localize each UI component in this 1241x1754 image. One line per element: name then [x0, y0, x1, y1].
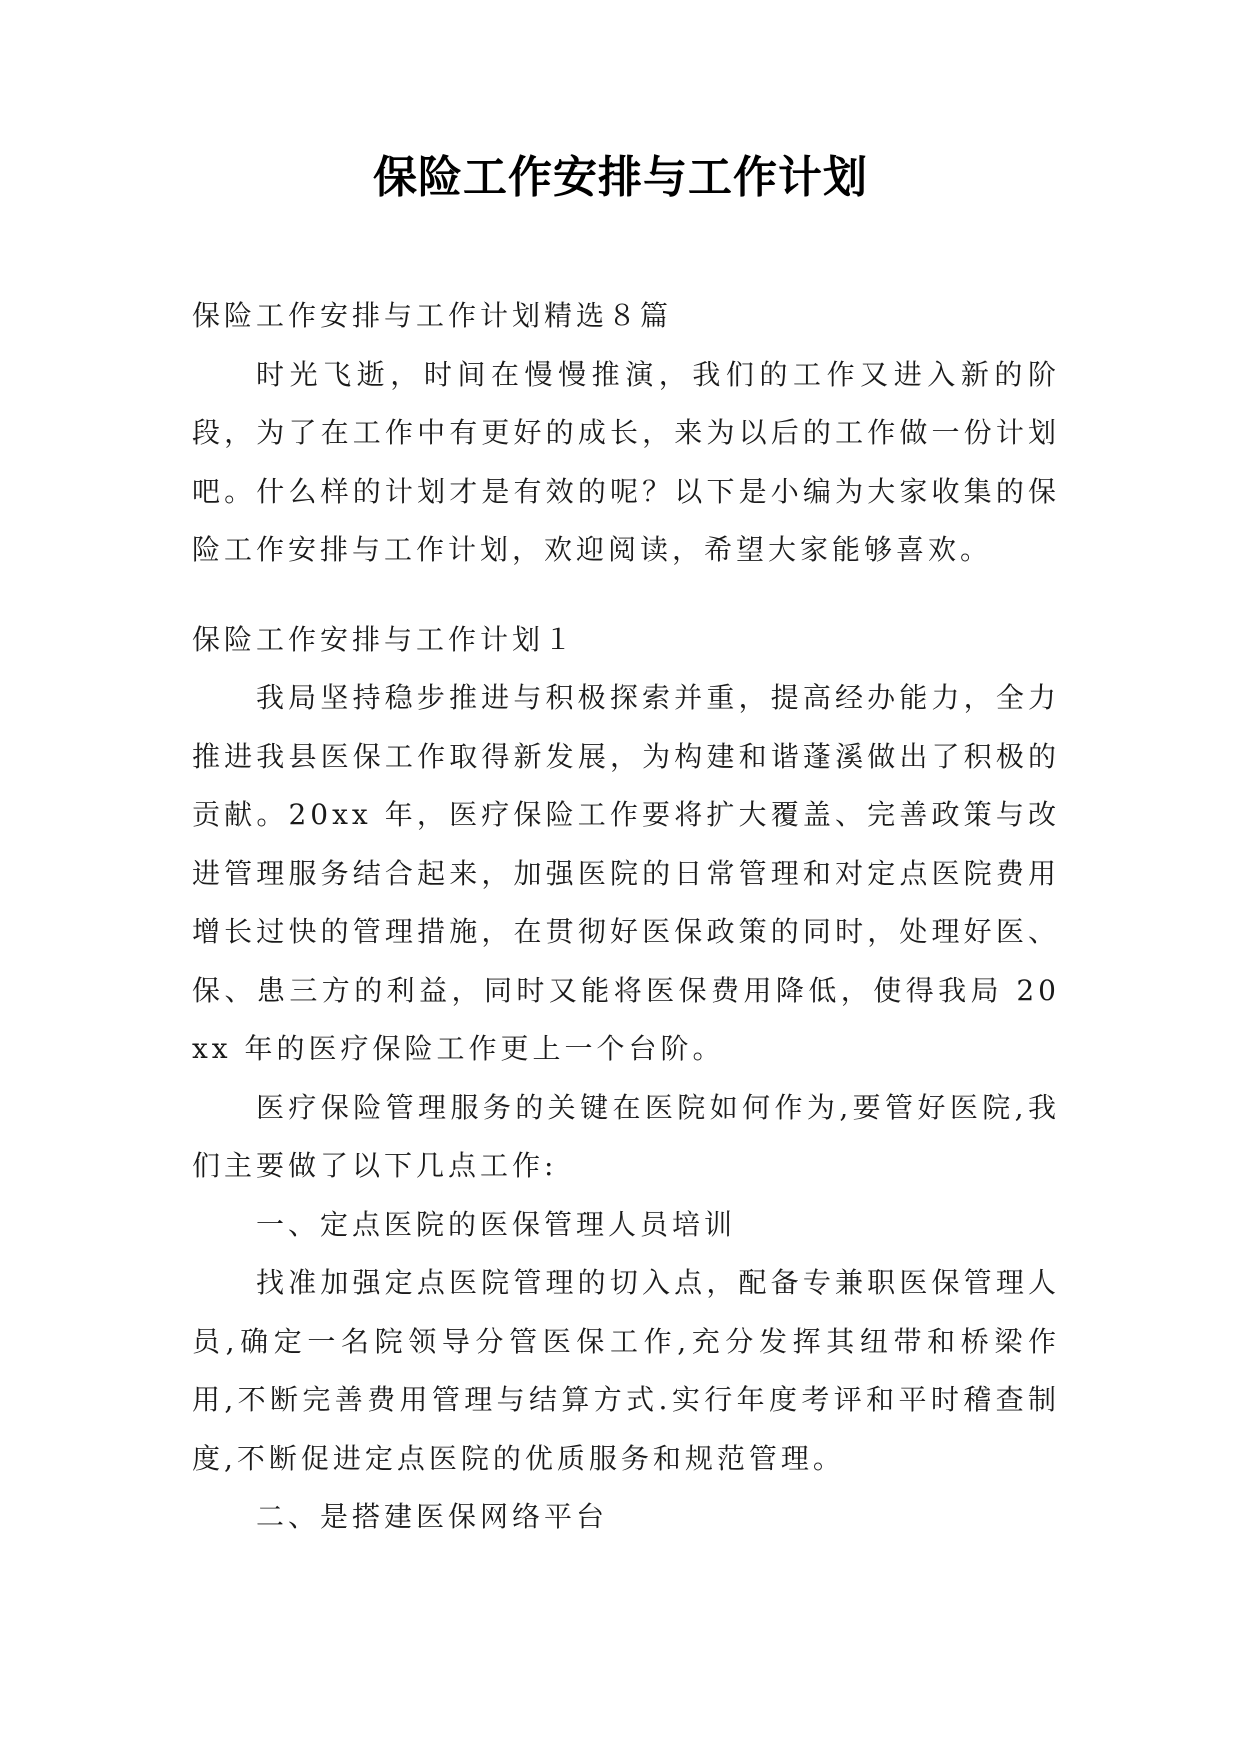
- body-paragraph: 找准加强定点医院管理的切入点，配备专兼职医保管理人员,确定一名院领导分管医保工作,充分发挥其纽带和桥梁作用,不断完善费用管理与结算方式.实行年度考评和平时稽查制度,不断促进定点医院的优质服务和规范管理。: [192, 1266, 1060, 1475]
- document-subtitle: 保险工作安排与工作计划精选８篇: [192, 299, 673, 332]
- intro-paragraph: 时光飞逝，时间在慢慢推演，我们的工作又进入新的阶段，为了在工作中有更好的成长，来为以后的工作做一份计划吧。什么样的计划才是有效的呢？以下是小编为大家收集的保险工作安排与工作计划，欢迎阅读，希望大家能够喜欢。: [192, 357, 1060, 566]
- section-heading: 保险工作安排与工作计划１: [192, 622, 577, 656]
- body-paragraph: 医疗保险管理服务的关键在医院如何作为,要管好医院,我们主要做了以下几点工作:: [192, 1090, 1060, 1182]
- document-title: 保险工作安排与工作计划: [373, 152, 868, 203]
- item-heading: 二、是搭建医保网络平台: [256, 1500, 609, 1533]
- body-paragraph: 我局坚持稳步推进与积极探索并重，提高经办能力，全力推进我县医保工作取得新发展，为构建和谐蓬溪做出了积极的贡献。20xx 年，医疗保险工作要将扩大覆盖、完善政策与改进管理服务结合起来，加强医院的日常管理和对定点医院费用增长过快的管理措施，在贯彻好医保政策的同时，处理好医、保、患三方的利益，同时又能将医保费用降低，使得我局 20xx 年的医疗保险工作更上一个台阶。: [192, 681, 1060, 1065]
- item-heading: 一、定点医院的医保管理人员培训: [256, 1207, 737, 1241]
- document-body: [192, 287, 1060, 1547]
